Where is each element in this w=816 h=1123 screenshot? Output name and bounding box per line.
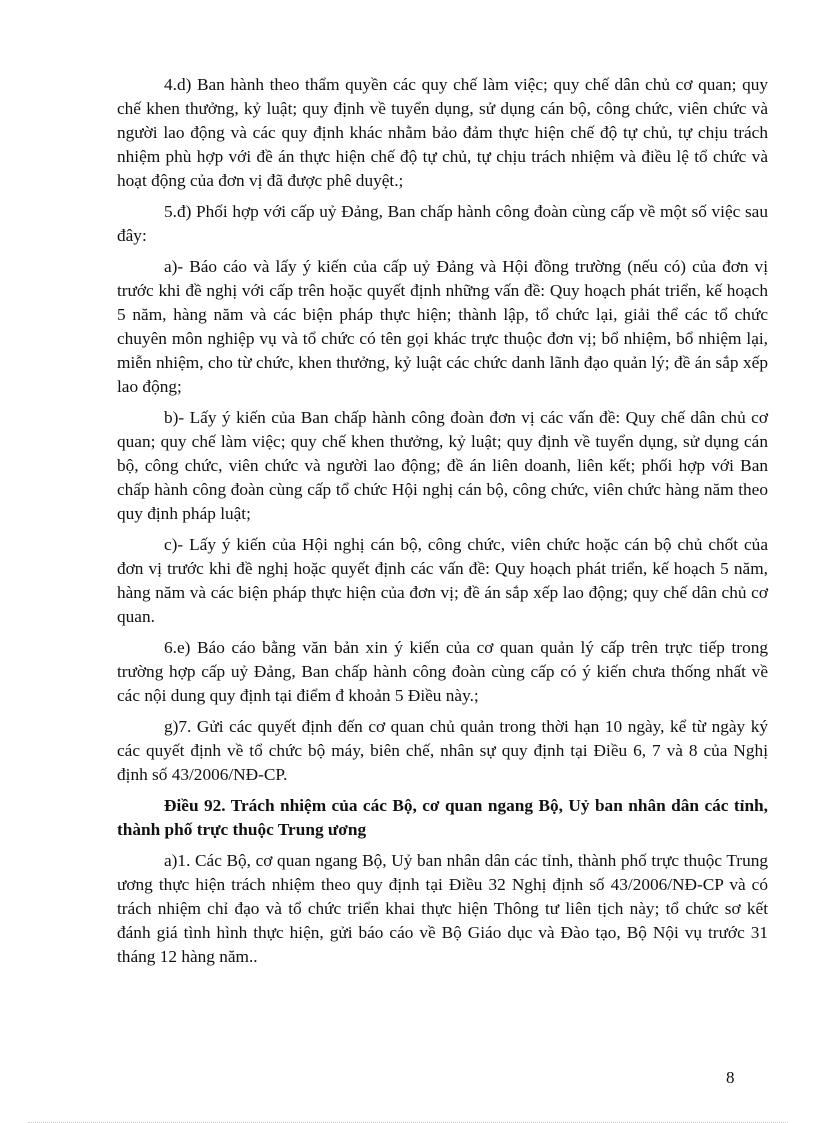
paragraph-5dd: 5.đ) Phối hợp với cấp uỷ Đảng, Ban chấp hành công đoàn cùng cấp về một số việc sau đây: <box>117 202 768 245</box>
paragraph-a1: a)1. Các Bộ, cơ quan ngang Bộ, Uỷ ban nhân dân các tỉnh, thành phố trực thuộc Trung ương thực hiện trách nhiệm theo quy định tại Điều 32 Nghị định số 43/2006/NĐ-CP và có trách nhiệm chỉ đạo và tổ chức triển khai thực hiện Thông tư liên tịch này; tổ chức sơ kết đánh giá tình hình thực hiện, gửi báo cáo về Bộ Giáo dục và Đào tạo, Bộ Nội vụ trước 31 tháng 12 hàng năm.. <box>117 851 768 966</box>
article-92-heading: Điều 92. Trách nhiệm của các Bộ, cơ quan ngang Bộ, Uỷ ban nhân dân các tỉnh, thành phố trực thuộc Trung ương <box>117 796 768 839</box>
paragraph-4d: 4.d) Ban hành theo thẩm quyền các quy chế làm việc; quy chế dân chủ cơ quan; quy chế khen thưởng, kỷ luật; quy định về tuyển dụng, sử dụng cán bộ, công chức, viên chức và người lao động và các quy định khác nhằm bảo đảm thực hiện chế độ tự chủ, tự chịu trách nhiệm phù hợp với đề án thực hiện chế độ tự chủ, tự chịu trách nhiệm và điều lệ tổ chức và hoạt động của đơn vị đã được phê duyệt.; <box>117 75 768 190</box>
paragraph-a: a)- Báo cáo và lấy ý kiến của cấp uỷ Đảng và Hội đồng trường (nếu có) của đơn vị trước khi đề nghị với cấp trên hoặc quyết định những vấn đề: Quy hoạch phát triển, kế hoạch 5 năm, hàng năm và các biện pháp thực hiện; thành lập, tổ chức lại, giải thể các tổ chức chuyên môn nghiệp vụ và tổ chức có tên gọi khác trực thuộc đơn vị; bổ nhiệm, bổ nhiệm lại, miễn nhiệm, cho từ chức, khen thưởng, kỷ luật các chức danh lãnh đạo quản lý; đề án sắp xếp lao động; <box>117 257 768 396</box>
paragraph-6e: 6.e) Báo cáo bằng văn bản xin ý kiến của cơ quan quản lý cấp trên trực tiếp trong trường hợp cấp uỷ Đảng, Ban chấp hành công đoàn cùng cấp có ý kiến chưa thống nhất về các nội dung quy định tại điểm đ khoản 5 Điều này.; <box>117 638 768 705</box>
document-body <box>117 73 768 976</box>
paragraph-b: b)- Lấy ý kiến của Ban chấp hành công đoàn đơn vị các vấn đề: Quy chế dân chủ cơ quan; quy chế làm việc; quy chế khen thưởng, kỷ luật; quy định về tuyển dụng, sử dụng cán bộ, công chức, viên chức và người lao động; đề án liên doanh, liên kết; phối hợp với Ban chấp hành công đoàn cùng cấp tổ chức Hội nghị cán bộ, công chức, viên chức hàng năm theo quy định pháp luật; <box>117 408 768 523</box>
page-number: 8 <box>726 1068 735 1087</box>
paragraph-g7: g)7. Gửi các quyết định đến cơ quan chủ quản trong thời hạn 10 ngày, kể từ ngày ký các quyết định về tổ chức bộ máy, biên chế, nhân sự quy định tại Điều 6, 7 và 8 của Nghị định số 43/2006/NĐ-CP. <box>117 717 768 784</box>
paragraph-c: c)- Lấy ý kiến của Hội nghị cán bộ, công chức, viên chức hoặc cán bộ chủ chốt của đơn vị trước khi đề nghị hoặc quyết định các vấn đề: Quy hoạch phát triển, kế hoạch 5 năm, hàng năm và các biện pháp thực hiện của đơn vị; đề án sắp xếp lao động; quy chế dân chủ cơ quan. <box>117 535 768 626</box>
